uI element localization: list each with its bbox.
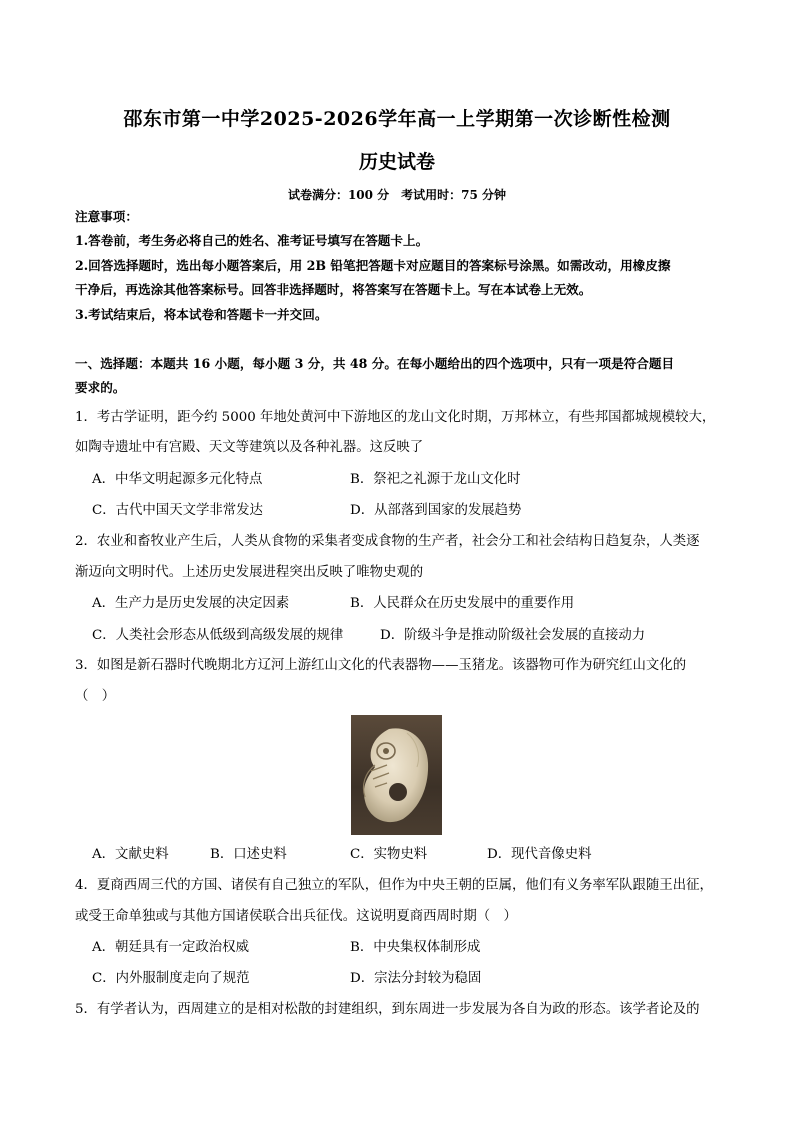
question-3-option-b: B．口述史料 — [210, 847, 287, 862]
question-1-option-a: A．中华文明起源多元化特点 — [92, 472, 263, 487]
question-4-option-a: A．朝廷具有一定政治权威 — [92, 940, 249, 955]
exam-title: 邵东市第一中学2025-2026学年高一上学期第一次诊断性检测 — [123, 108, 671, 130]
question-1-option-c: C．古代中国天文学非常发达 — [92, 503, 263, 518]
question-2-option-d: D．阶级斗争是推动阶级社会发展的直接动力 — [380, 628, 646, 643]
question-1-line-1: 1．考古学证明，距今约 5000 年地处黄河中下游地区的龙山文化时期，万邦林立，有些邦国都城规模较大， — [75, 410, 716, 425]
question-2-line-2: 渐迈向文明时代。上述历史发展进程突出反映了唯物史观的 — [75, 565, 424, 580]
question-3-option-c: C．实物史料 — [350, 847, 428, 862]
question-4-line-1: 4．夏商西周三代的方国、诸侯有自己独立的军队，但作为中央王朝的臣属，他们有义务率军队跟随王出征， — [75, 878, 713, 893]
question-4-line-2: 或受王命单独或与其他方国诸侯联合出兵征伐。这说明夏商西周时期（ ） — [75, 909, 517, 924]
notes-heading: 注意事项： — [75, 209, 138, 224]
question-3-line-2: （ ） — [75, 689, 116, 704]
question-2-option-b: B．人民群众在历史发展中的重要作用 — [350, 596, 575, 611]
jade-pig-dragon-illustration — [351, 715, 442, 835]
section-heading-line-2: 要求的。 — [75, 380, 126, 395]
question-3-option-d: D．现代音像史料 — [487, 847, 592, 862]
question-2-option-a: A．生产力是历史发展的决定因素 — [92, 596, 290, 611]
exam-meta: 试卷满分：100 分 考试用时：75 分钟 — [287, 188, 507, 202]
question-1-line-2: 如陶寺遗址中有宫殿、天文等建筑以及各种礼器。这反映了 — [75, 440, 424, 455]
notes-item-1: 1.答卷前，考生务必将自己的姓名、准考证号填写在答题卡上。 — [75, 233, 429, 248]
notes-item-2-line-1: 2.回答选择题时，选出每小题答案后，用 2B 铅笔把答题卡对应题目的答案标号涂黑。如需改动，用橡皮擦 — [75, 258, 671, 273]
question-2-option-c: C．人类社会形态从低级到高级发展的规律 — [92, 628, 344, 643]
question-4-option-b: B．中央集权体制形成 — [350, 940, 481, 955]
notes-item-2-line-2: 干净后，再选涂其他答案标号。回答非选择题时，将答案写在答题卡上。写在本试卷上无效。 — [75, 282, 592, 297]
question-2-line-1: 2．农业和畜牧业产生后，人类从食物的采集者变成食物的生产者，社会分工和社会结构日趋复杂，人类逐 — [75, 534, 700, 549]
question-3-option-a: A．文献史料 — [92, 847, 169, 862]
question-1-option-b: B．祭祀之礼源于龙山文化时 — [350, 472, 521, 487]
question-1-option-d: D．从部落到国家的发展趋势 — [350, 503, 522, 518]
question-3-line-1: 3．如图是新石器时代晚期北方辽河上游红山文化的代表器物——玉猪龙。该器物可作为研究红山文化的 — [75, 658, 687, 673]
question-5-line-1: 5．有学者认为，西周建立的是相对松散的封建组织，到东周进一步发展为各自为政的形态。该学者论及的 — [75, 1002, 700, 1017]
notes-item-3: 3.考试结束后，将本试卷和答题卡一并交回。 — [75, 307, 328, 322]
question-4-option-d: D．宗法分封较为稳固 — [350, 971, 482, 986]
jade-pig-dragon-photo — [351, 715, 442, 835]
question-4-option-c: C．内外服制度走向了规范 — [92, 971, 250, 986]
section-heading-line-1: 一、选择题：本题共 16 小题，每小题 3 分，共 48 分。在每小题给出的四个选项中，只有一项是符合题目 — [75, 356, 675, 371]
exam-subject: 历史试卷 — [358, 151, 435, 173]
